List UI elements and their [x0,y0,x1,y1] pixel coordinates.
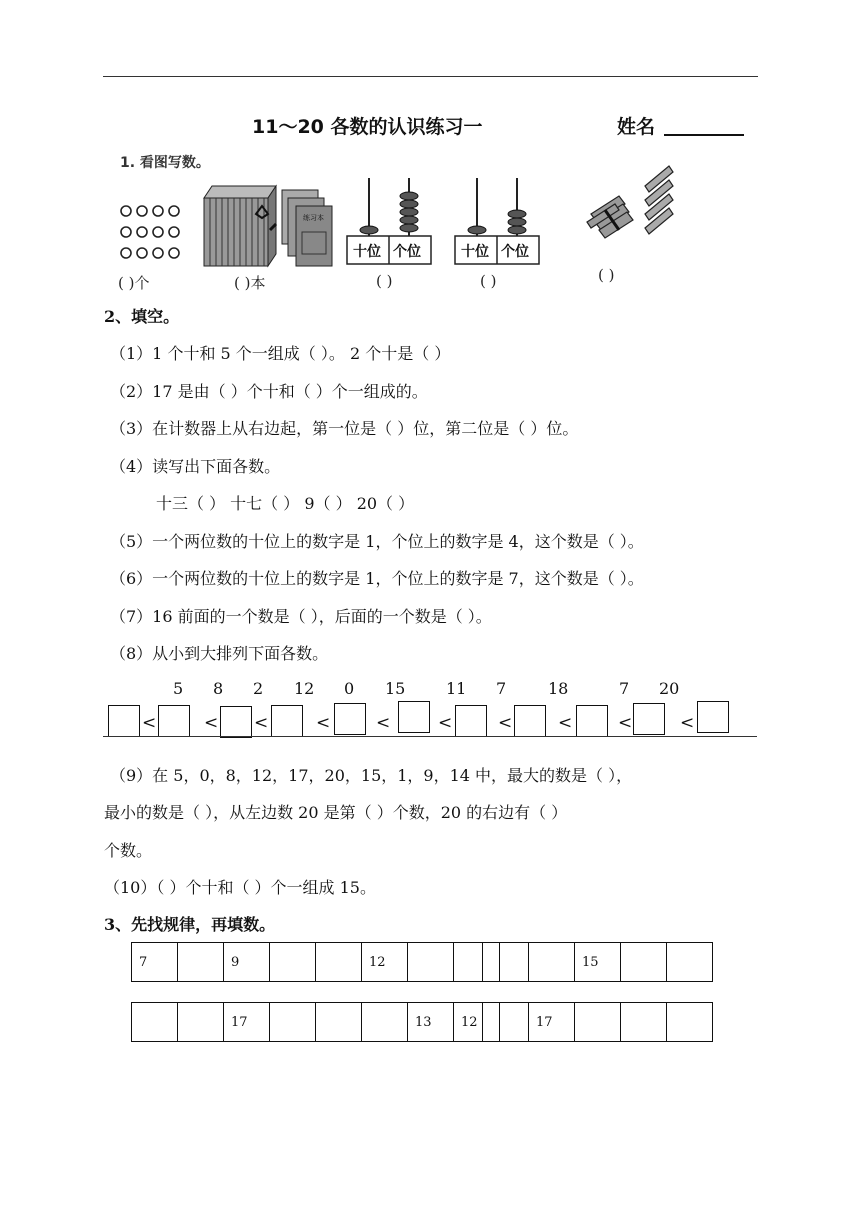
order-box-10[interactable] [633,703,665,735]
pattern-cell[interactable]: 17 [224,1003,270,1042]
pattern-cell[interactable]: 12 [362,943,408,982]
seq-number: 2 [253,679,264,698]
pattern-cell[interactable] [132,1003,178,1042]
order-box-6[interactable] [398,701,430,733]
ordering-baseline [103,736,757,737]
q2-heading: 2、填空。 [104,307,180,326]
less-than-sign: < [680,713,695,733]
seq-number: 12 [294,679,315,698]
seq-number: 8 [213,679,224,698]
q2-line-read-write: 十三（ ） 十七（ ） 9（ ） 20（ ） [156,494,415,513]
pattern-cell[interactable] [483,1003,529,1042]
pattern-cell[interactable] [316,943,362,982]
pattern-cell[interactable]: 15 [575,943,621,982]
book-label: 练习本 [303,214,324,222]
caption-abacus-2: ( ) [480,272,497,290]
seq-number: 15 [385,679,406,698]
loose-books-picture [278,186,336,270]
caption-sticks: ( ) [598,266,615,284]
less-than-sign: < [558,713,573,733]
q2-line-9c: 个数。 [104,841,153,860]
pattern-cell[interactable]: 12 [454,1003,500,1042]
seq-number: 18 [548,679,569,698]
pattern-grid-3 [131,1002,500,1042]
q2-line-5: （5）一个两位数的十位上的数字是 1，个位上的数字是 4，这个数是（ ）。 [110,532,644,551]
less-than-sign: < [498,713,513,733]
seq-number: 0 [344,679,355,698]
abacus-picture-2 [451,176,543,272]
abacus-picture-1 [343,176,435,272]
pattern-cell[interactable] [178,1003,224,1042]
order-box-4[interactable] [271,705,303,737]
pattern-cell[interactable]: 13 [408,1003,454,1042]
q2-line-9b: 最小的数是（ ），从左边数 20 是第（ ）个数，20 的右边有（ ） [104,803,568,822]
name-blank[interactable] [664,134,744,136]
less-than-sign: < [142,713,157,733]
pattern-cell[interactable]: 7 [132,943,178,982]
caption-dots: ( )个 [118,274,150,292]
seq-number: 11 [446,679,467,698]
pattern-cell[interactable] [178,943,224,982]
ones-label: 个位 [393,244,421,260]
top-rule [103,76,758,77]
name-label: 姓名 [617,116,656,138]
less-than-sign: < [316,713,331,733]
q2-line-7: （7）16 前面的一个数是（ ），后面的一个数是（ ）。 [110,607,492,626]
q2-line-10: （10）（ ）个十和（ ）个一组成 15。 [104,878,376,897]
pattern-cell[interactable] [270,1003,316,1042]
pattern-grid-2 [482,942,713,982]
q2-line-6: （6）一个两位数的十位上的数字是 1，个位上的数字是 7，这个数是（ ）。 [110,569,644,588]
q3-heading: 3、先找规律，再填数。 [104,915,276,934]
q2-line-9a: （9）在 5，0，8，12，17，20，15，1，9，14 中，最大的数是（ ）， [110,766,633,785]
page-title: 11～20 各数的认识练习一 [252,116,483,138]
less-than-sign: < [438,713,453,733]
pattern-cell[interactable] [362,1003,408,1042]
caption-abacus-1: ( ) [376,272,393,290]
order-box-3[interactable] [220,706,252,738]
dots-picture [118,200,188,264]
pattern-cell[interactable] [575,1003,621,1042]
order-box-9[interactable] [576,705,608,737]
ones-label: 个位 [501,244,529,260]
q2-line-8: （8）从小到大排列下面各数。 [110,644,329,663]
order-box-5[interactable] [334,703,366,735]
pattern-cell[interactable] [483,943,529,982]
pattern-cell[interactable]: 9 [224,943,270,982]
tens-label: 十位 [461,244,489,260]
pattern-cell[interactable] [316,1003,362,1042]
seq-number: 20 [659,679,680,698]
pattern-cell[interactable]: 17 [529,1003,575,1042]
pattern-cell[interactable] [270,943,316,982]
less-than-sign: < [204,713,219,733]
pattern-cell[interactable] [408,943,454,982]
less-than-sign: < [618,713,633,733]
order-box-2[interactable] [158,705,190,737]
seq-number: 7 [619,679,630,698]
seq-number: 7 [496,679,507,698]
pattern-grid-4 [482,1002,713,1042]
order-box-1[interactable] [108,705,140,737]
q2-line-4: （4）读写出下面各数。 [110,457,281,476]
q2-line-1: （1）1 个十和 5 个一组成（ ）。 2 个十是（ ） [110,344,451,363]
caption-books: ( )本 [234,274,266,292]
pattern-cell[interactable] [529,943,575,982]
less-than-sign: < [254,713,269,733]
sticks-picture [585,160,675,246]
tens-label: 十位 [353,244,381,260]
q2-line-3: （3）在计数器上从右边起，第一位是（ ）位，第二位是（ ）位。 [110,419,579,438]
pattern-cell[interactable] [621,943,667,982]
pattern-cell[interactable] [667,943,713,982]
seq-number: 5 [173,679,184,698]
pattern-cell[interactable] [621,1003,667,1042]
q1-label: 1. 看图写数。 [120,155,210,171]
pattern-grid-1 [131,942,500,982]
less-than-sign: < [376,713,391,733]
order-box-11[interactable] [697,701,729,733]
pattern-cell[interactable] [667,1003,713,1042]
book-bundle-picture [198,180,280,270]
order-box-8[interactable] [514,705,546,737]
order-box-7[interactable] [455,705,487,737]
q2-line-2: （2）17 是由（ ）个十和（ ）个一组成的。 [110,382,428,401]
